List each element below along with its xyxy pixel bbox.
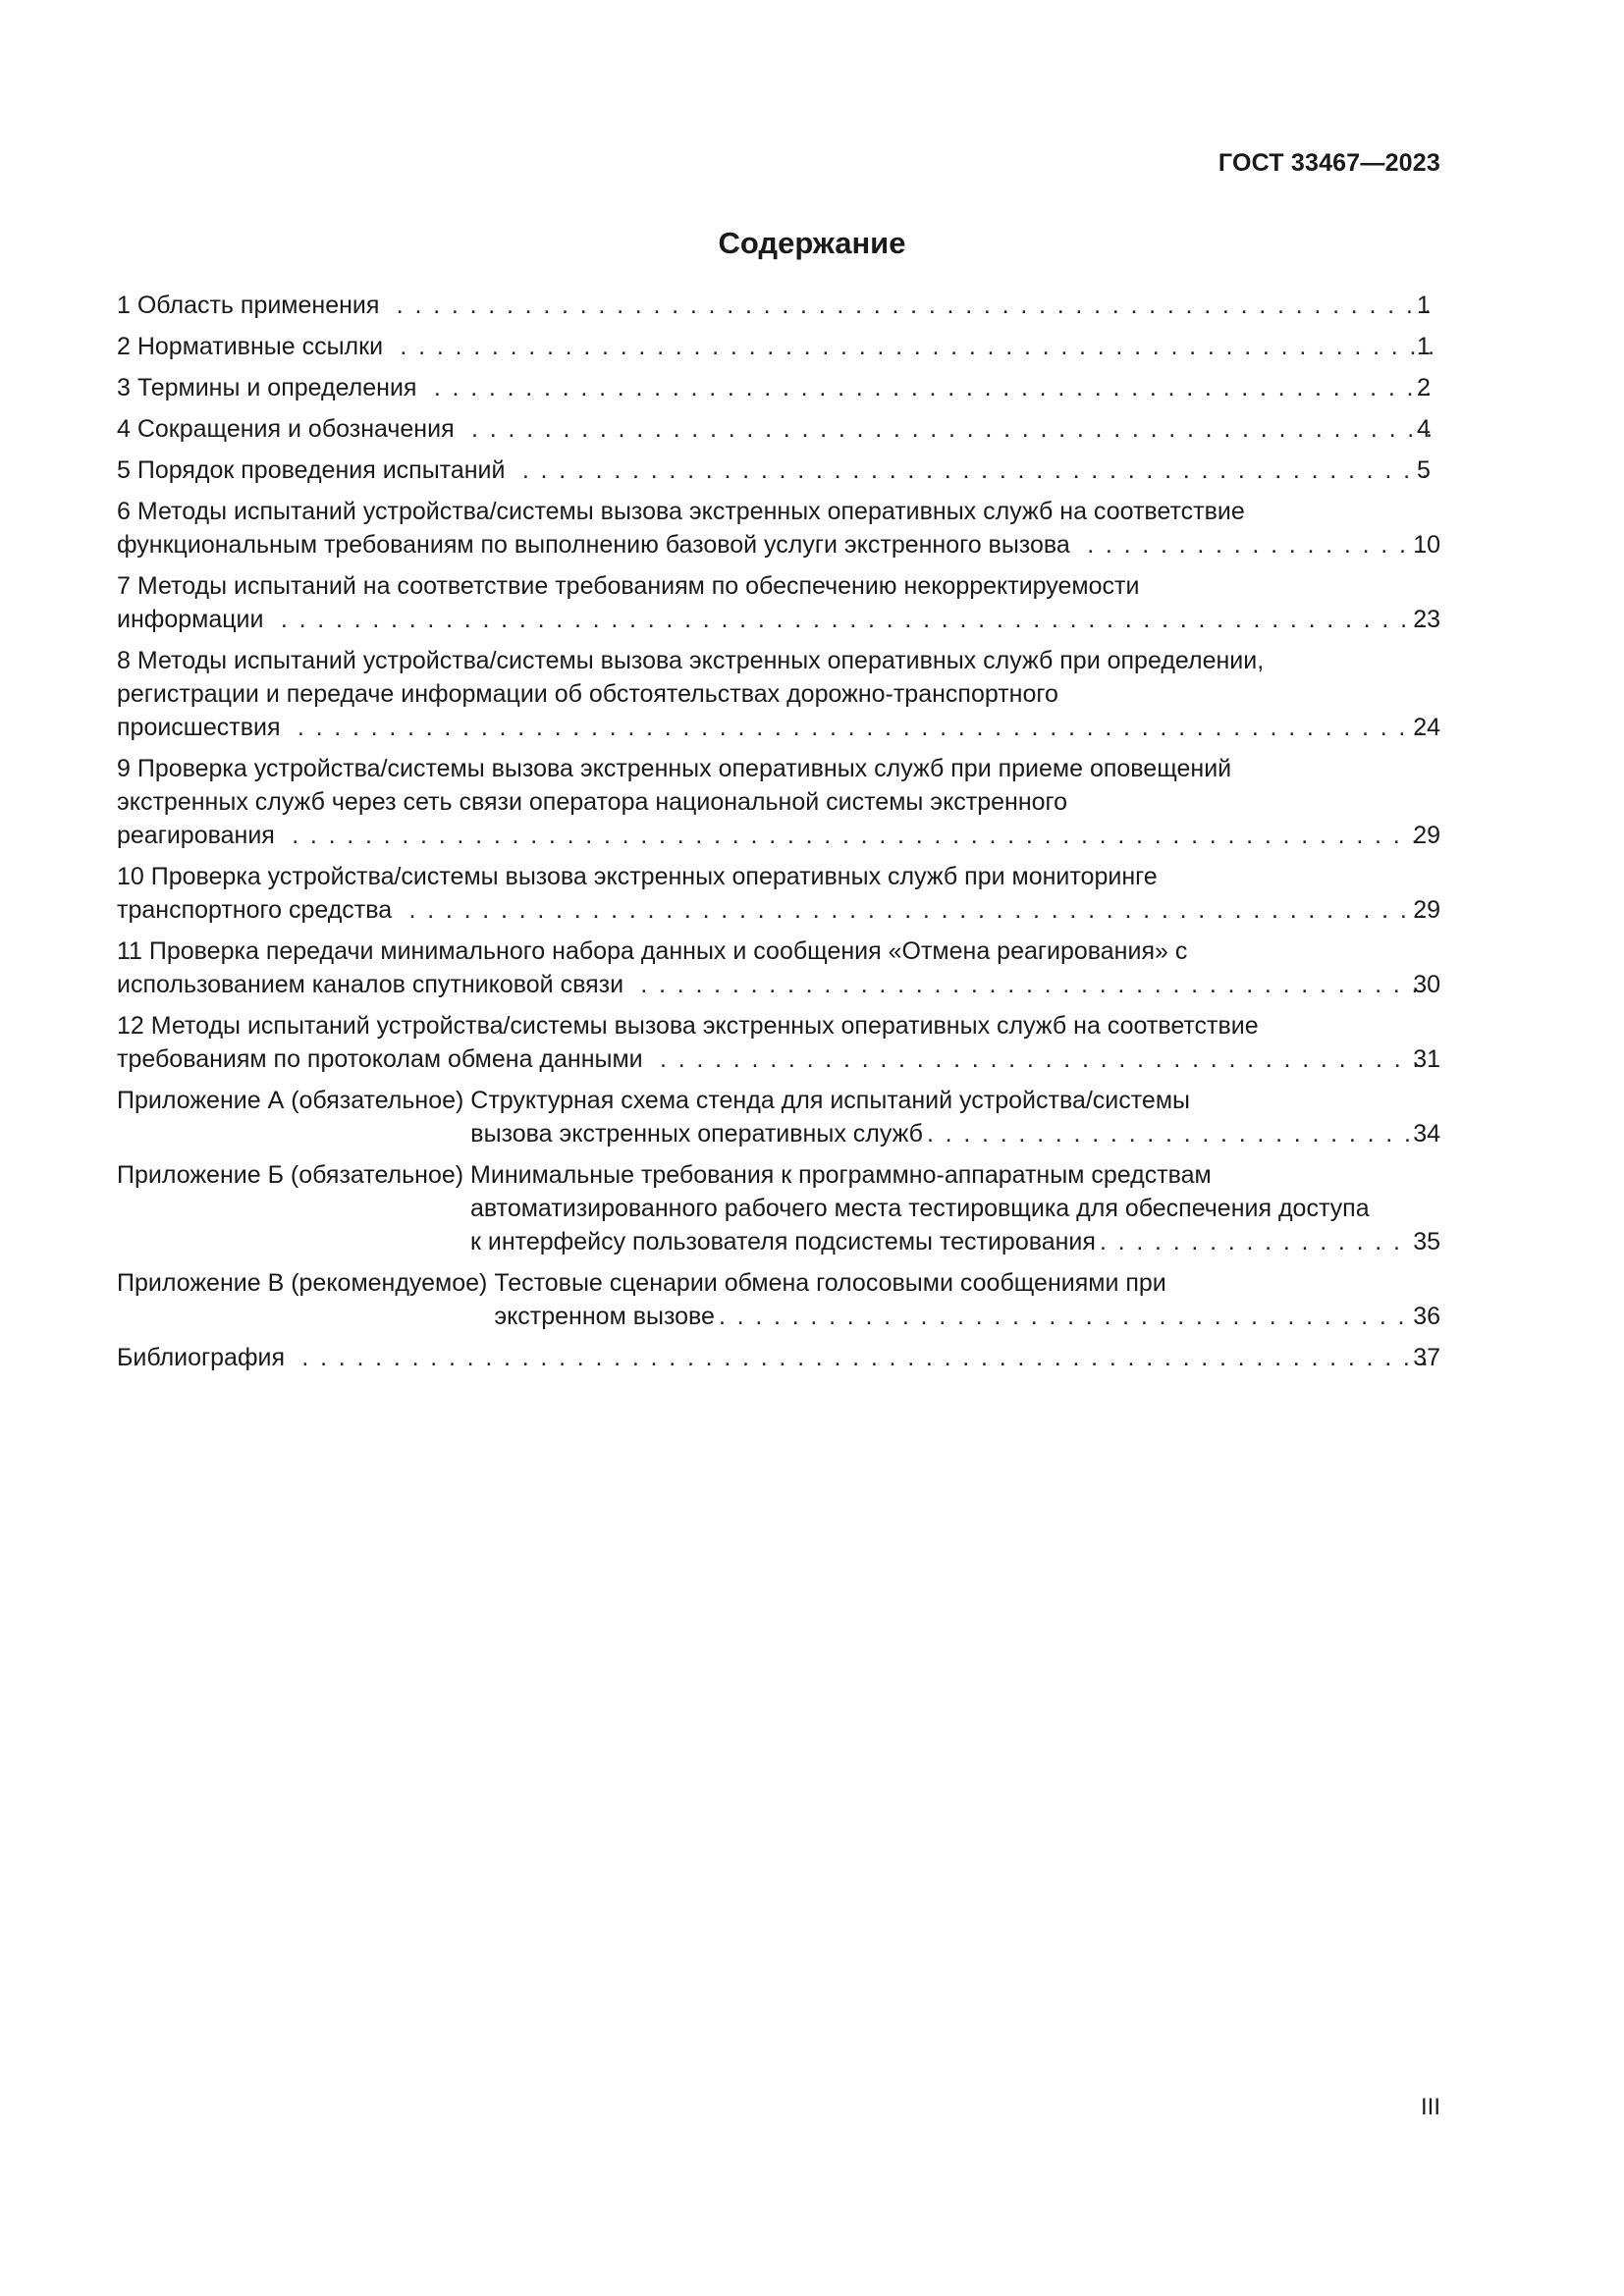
toc-entry-title-line: Минимальные требования к программно-аппаратным средствам [470, 1161, 1212, 1189]
dot-leader [1100, 1225, 1409, 1258]
toc-entry-6[interactable] [117, 495, 1440, 561]
toc-entry-title-line: требованиям по протоколам обмена данными [117, 1045, 643, 1073]
toc-entry-title-line: 11 Проверка передачи минимального набора данных и сообщения «Отмена реагирования» с [117, 937, 1188, 965]
toc-bibliography[interactable] [117, 1341, 1440, 1374]
toc-entry-title-line: функциональным требованиям по выполнению базовой услуги экстренного вызова [117, 531, 1070, 559]
toc-entry-title-line: 12 Методы испытаний устройства/системы вызова экстренных оперативных служб на соответствие [117, 1012, 1259, 1040]
dot-leader [383, 289, 1436, 322]
dot-leader [509, 454, 1436, 487]
toc-entry-title: 1 Область применения [117, 292, 380, 319]
toc-entry-title-line: использованием каналов спутниковой связи [117, 971, 624, 998]
dot-leader [387, 330, 1436, 363]
toc-entry-12[interactable] [117, 1009, 1440, 1076]
dot-leader [396, 893, 1433, 927]
standard-code: ГОСТ 33467—2023 [1218, 149, 1440, 177]
toc-entry-title-line: экстренном вызове [494, 1303, 715, 1330]
dot-leader [268, 603, 1434, 636]
toc-entry-title-line: Тестовые сценарии обмена голосовыми сообщениями при [494, 1269, 1166, 1297]
toc-entry-4[interactable]: 4 Сокращения и обозначения . . . 4 [117, 412, 1440, 446]
toc-entry-page: 29 [1413, 896, 1440, 924]
toc-entry-title: 5 Порядок проведения испытаний [117, 456, 506, 484]
toc-entry-page: 23 [1413, 606, 1440, 633]
toc-entry-1[interactable]: 1 Область применения . . . 1 [117, 289, 1440, 322]
toc-entry-title: 3 Термины и определения [117, 374, 417, 401]
page-number: III [1420, 2094, 1440, 2120]
toc-entry-page: 30 [1413, 971, 1440, 998]
toc-entry-title: Библиография [117, 1344, 286, 1371]
toc-entry-title-line: автоматизированного рабочего места тестировщика для обеспечения доступа [470, 1195, 1370, 1222]
dot-leader [289, 1341, 1433, 1374]
toc-entry-8[interactable] [117, 644, 1440, 744]
toc-entry-title-line: информации [117, 606, 264, 633]
appendix-label: Приложение Б (обязательное) [117, 1161, 471, 1189]
dot-leader [647, 1042, 1434, 1076]
toc-appendix-b[interactable] [117, 1158, 1440, 1258]
dot-leader [719, 1300, 1409, 1333]
dot-leader [927, 1117, 1409, 1150]
toc-entry-page: 34 [1413, 1120, 1440, 1148]
toc-appendix-v[interactable] [117, 1266, 1440, 1333]
toc-entry-7[interactable] [117, 569, 1440, 636]
toc-entry-page: 35 [1413, 1228, 1440, 1255]
toc-entry-title-line: 9 Проверка устройства/системы вызова экстренных оперативных служб при приеме оповещений [117, 755, 1232, 782]
toc-entry-10[interactable] [117, 860, 1440, 927]
toc-entry-title-line: 6 Методы испытаний устройства/системы вызова экстренных оперативных служб на соответствие [117, 498, 1245, 525]
toc-entry-title-line: вызова экстренных оперативных служб [470, 1120, 923, 1148]
toc-entry-9[interactable] [117, 752, 1440, 852]
toc-entry-page: 37 [1413, 1344, 1440, 1371]
toc-entry-title-line: транспортного средства [117, 896, 393, 924]
toc-entry-title-line: регистрации и передаче информации об обстоятельствах дорожно-транспортного [117, 680, 1058, 708]
toc-entry-title-line: 10 Проверка устройства/системы вызова экстренных оперативных служб при мониторинге [117, 863, 1158, 890]
toc-entry-title-line: к интерфейсу пользователя подсистемы тестирования [470, 1228, 1096, 1255]
dot-leader [1074, 528, 1433, 561]
toc-title: Содержание [718, 226, 906, 260]
toc-entry-11[interactable] [117, 934, 1440, 1001]
toc-entry-page: 36 [1413, 1303, 1440, 1330]
toc-entry-title-line: 8 Методы испытаний устройства/системы вызова экстренных оперативных служб при определении, [117, 647, 1265, 674]
toc-entry-page: 24 [1413, 714, 1440, 741]
toc-entry-page: 29 [1413, 822, 1440, 849]
toc-entry-title: 4 Сокращения и обозначения [117, 415, 455, 443]
appendix-label: Приложение В (рекомендуемое) [117, 1269, 495, 1297]
toc-entry-2[interactable]: 2 Нормативные ссылки . . . 1 [117, 330, 1440, 363]
toc-entry-title-line: Структурная схема стенда для испытаний устройства/системы [470, 1087, 1190, 1114]
table-of-contents [117, 289, 1440, 1382]
dot-leader [420, 371, 1436, 404]
toc-entry-title-line: 7 Методы испытаний на соответствие требованиям по обеспечению некорректируемости [117, 572, 1140, 600]
toc-entry-title-line: реагирования [117, 822, 275, 849]
toc-entry-title-line: происшествия [117, 714, 281, 741]
toc-entry-3[interactable]: 3 Термины и определения . . . 2 [117, 371, 1440, 404]
dot-leader [459, 412, 1436, 446]
toc-entry-title-line: экстренных служб через сеть связи оператора национальной системы экстренного [117, 788, 1068, 816]
toc-entry-title: 2 Нормативные ссылки [117, 333, 384, 360]
dot-leader [627, 968, 1433, 1001]
toc-appendix-a[interactable] [117, 1084, 1440, 1150]
appendix-label: Приложение А (обязательное) [117, 1087, 471, 1114]
toc-entry-5[interactable]: 5 Порядок проведения испытаний . . . 5 [117, 454, 1440, 487]
dot-leader [279, 819, 1433, 852]
toc-entry-page: 10 [1413, 531, 1440, 559]
dot-leader [285, 711, 1434, 744]
toc-entry-page: 31 [1413, 1045, 1440, 1073]
